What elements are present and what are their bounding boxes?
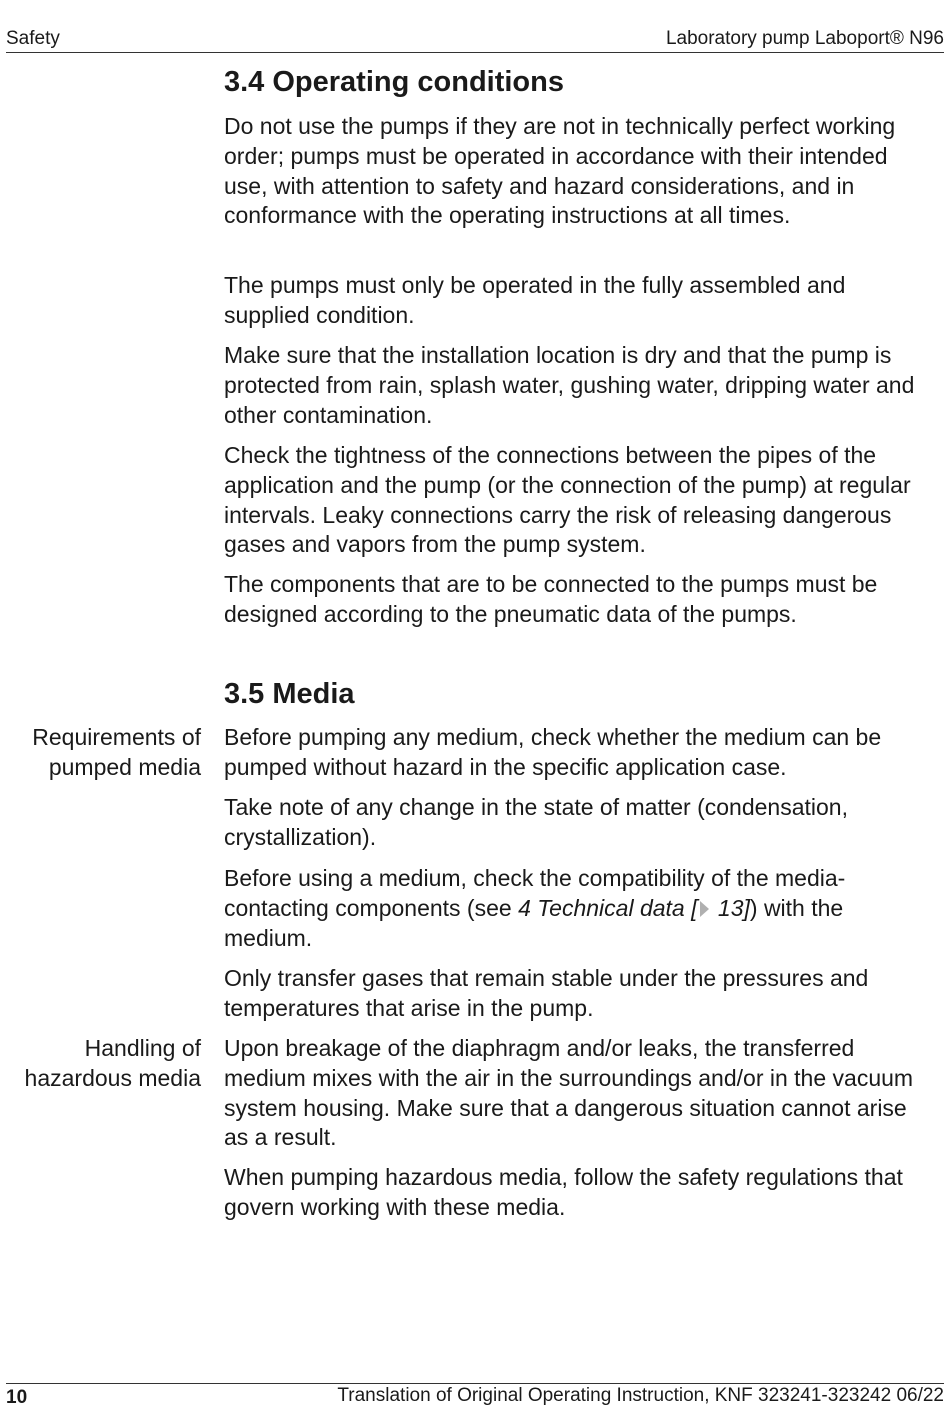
paragraph-operating-2: The pumps must only be operated in the fully assembled and supplied condition. [224,272,846,328]
paragraph-operating-1: Do not use the pumps if they are not in technically perfect working order; pumps must be operated in accordance with their intended use, with attention to safety and hazard considerations, and in conformance with the operating instructions at all times. [224,113,896,229]
paragraph-media-5: Upon breakage of the diaphragm and/or leaks, the transferred medium mixes with the air in the surroundings and/or in the vacuum system housing. Make sure that a dangerous situation cannot arise as a result. [224,1035,914,1151]
margin-note-handling: Handling of hazardous media [24,1035,201,1091]
page-header [6,26,944,53]
paragraph-media-3: Before using a medium, check the compatibility of the media-contacting components (see 4 Technical data [ 13]) with the medium. [224,865,846,951]
footer-document-reference: Translation of Original Operating Instruction, KNF 323241-323242 06/22 [337,1385,944,1406]
paragraph-media-4: Only transfer gases that remain stable under the pressures and temperatures that arise in the pump. [224,965,869,1021]
technical-data-link[interactable]: 4 Technical data [ 13] [518,894,750,921]
paragraph-media-1: Before pumping any medium, check whether the medium can be pumped without hazard in the specific application case. [224,724,882,780]
paragraph-media-6: When pumping hazardous media, follow the safety regulations that govern working with these media. [224,1164,903,1220]
margin-note-requirements: Requirements of pumped media [32,724,201,780]
header-product-name: Laboratory pump Laboport® N96 [665,28,944,49]
section-heading-operating-conditions: 3.4 Operating conditions [224,66,564,98]
page-reference-arrow-icon [700,901,709,917]
paragraph-operating-5: The components that are to be connected to the pumps must be designed according to the pneumatic data of the pumps. [224,571,878,627]
header-section-title: Safety [6,28,60,49]
section-heading-media: 3.5 Media [224,678,355,710]
paragraph-media-3-text: Before using a medium, check the compatibility of the media-contacting components (see [224,865,846,921]
paragraph-operating-3: Make sure that the installation location is dry and that the pump is protected from rain, splash water, gushing water, dripping water and other contamination. [224,342,915,428]
page-footer [6,1383,944,1408]
page-number: 10 [6,1387,28,1408]
paragraph-media-2: Take note of any change in the state of matter (condensation, crystallization). [224,794,848,850]
paragraph-operating-4: Check the tightness of the connections between the pipes of the application and the pump (or the connection of the pump) at regular intervals. Leaky connections carry the risk of releasing dangerous gases and vapors from the pump system. [224,442,911,558]
